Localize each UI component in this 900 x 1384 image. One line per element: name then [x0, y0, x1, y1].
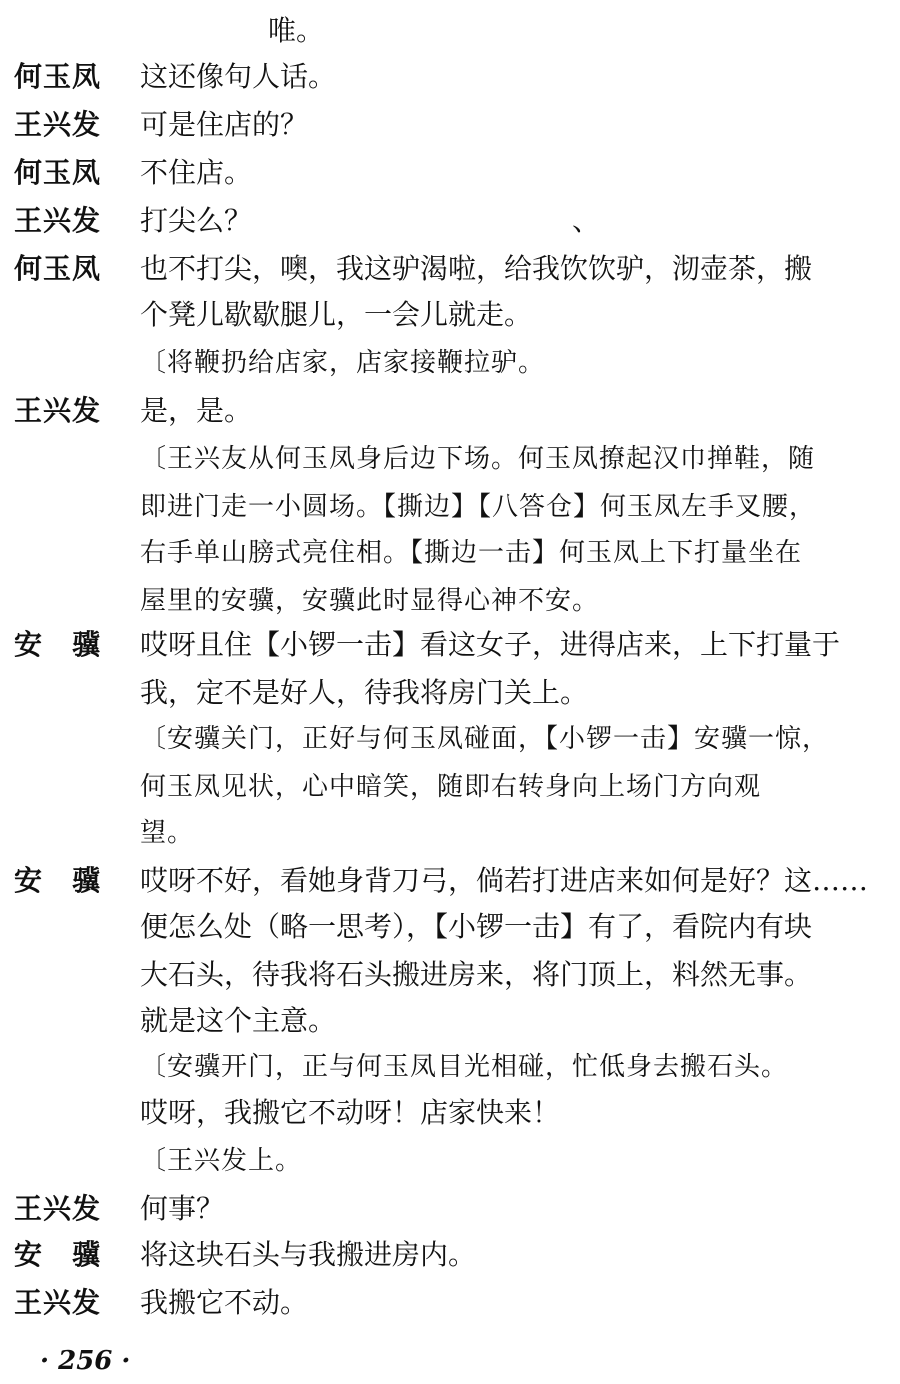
dialogue-line [0, 246, 900, 292]
stage-direction-text: 右手单山膀式亮住相。【撕边一击】何玉凤上下打量坐在 [140, 538, 803, 568]
stage-direction [0, 436, 900, 482]
line-0 [0, 8, 900, 54]
dialogue-text: 便怎么处（略一思考），【小锣一击】有了，看院内有块 [140, 910, 813, 943]
dialogue-text: 将这块石头与我搬进房内。 [140, 1238, 477, 1271]
dialogue-text: 这还像句人话。 [140, 60, 337, 93]
stage-direction-text: 〔王兴友从何玉凤身后边下场。何玉凤撩起汉巾掸鞋，随 [140, 444, 816, 474]
stage-direction [0, 1138, 900, 1184]
dialogue-line [0, 54, 900, 100]
dialogue-text: 打尖么？ [140, 204, 253, 237]
stage-direction [0, 530, 900, 576]
dialogue-line [0, 198, 900, 244]
top-fragment: 唯。 [268, 14, 325, 47]
continuation-line [0, 904, 900, 950]
dialogue-line [0, 150, 900, 196]
dialogue-text: 不住店。 [140, 156, 253, 189]
page-number: · 256 · [40, 1346, 131, 1376]
speaker-name: 安 骥 [14, 628, 102, 661]
stage-direction [0, 716, 900, 762]
stage-direction [0, 810, 900, 856]
stray-mark: 、 [572, 204, 601, 237]
continuation-line [0, 952, 900, 998]
stage-direction [0, 764, 900, 810]
stage-direction-text: 〔将鞭扔给店家，店家接鞭拉驴。 [140, 348, 546, 378]
dialogue-line [0, 1186, 900, 1232]
dialogue-text: 哎呀且住【小锣一击】看这女子，进得店来，上下打量于 [140, 628, 841, 661]
dialogue-text: 就是这个主意。 [140, 1004, 337, 1037]
stage-direction [0, 578, 900, 624]
continuation-line [0, 670, 900, 716]
dialogue-text: 何事？ [140, 1192, 225, 1225]
speaker-name: 安 骥 [14, 864, 102, 897]
dialogue-text: 大石头，待我将石头搬进房来，将门顶上，料然无事。 [140, 958, 813, 991]
continuation-line [0, 292, 900, 338]
dialogue-text: 个凳儿歇歇腿儿，一会儿就走。 [140, 298, 533, 331]
dialogue-line [0, 1232, 900, 1278]
dialogue-text: 可是住店的？ [140, 108, 309, 141]
speaker-name: 何玉凤 [14, 252, 102, 285]
speaker-name: 王兴发 [14, 394, 102, 427]
dialogue-text: 哎呀，我搬它不动呀！店家快来！ [140, 1096, 561, 1129]
speaker-name: 安 骥 [14, 1238, 102, 1271]
dialogue-line [0, 1280, 900, 1326]
dialogue-text: 我搬它不动。 [140, 1286, 309, 1319]
stage-direction [0, 340, 900, 386]
dialogue-text: 我，定不是好人，待我将房门关上。 [140, 676, 589, 709]
stage-direction [0, 484, 900, 530]
speaker-name: 何玉凤 [14, 60, 102, 93]
dialogue-text: 也不打尖，噢，我这驴渴啦，给我饮饮驴，沏壶茶，搬 [140, 252, 813, 285]
stage-direction-text: 何玉凤见状，心中暗笑，随即右转身向上场门方向观 [140, 772, 762, 802]
dialogue-text: 是，是。 [140, 394, 253, 427]
dialogue-line [0, 102, 900, 148]
speaker-name: 何玉凤 [14, 156, 102, 189]
continuation-line [0, 998, 900, 1044]
speaker-name: 王兴发 [14, 1286, 102, 1319]
stage-direction-text: 即进门走一小圆场。【撕边】【八答仓】何玉凤左手叉腰， [140, 492, 817, 522]
dialogue-line [0, 858, 900, 904]
dialogue-line [0, 622, 900, 668]
stage-direction-text: 〔安骥开门，正与何玉凤目光相碰，忙低身去搬石头。 [140, 1052, 789, 1082]
stage-direction-text: 〔王兴发上。 [140, 1146, 303, 1176]
stage-direction-text: 屋里的安骥，安骥此时显得心神不安。 [140, 586, 600, 616]
continuation-line [0, 1090, 900, 1136]
stage-direction-text: 〔安骥关门，正好与何玉凤碰面，【小锣一击】安骥一惊， [140, 724, 830, 754]
speaker-name: 王兴发 [14, 108, 102, 141]
stage-direction-text: 望。 [140, 818, 195, 848]
stage-direction [0, 1044, 900, 1090]
speaker-name: 王兴发 [14, 1192, 102, 1225]
dialogue-text: 哎呀不好，看她身背刀弓，倘若打进店来如何是好？这…… [140, 864, 869, 897]
dialogue-line [0, 388, 900, 434]
speaker-name: 王兴发 [14, 204, 102, 237]
